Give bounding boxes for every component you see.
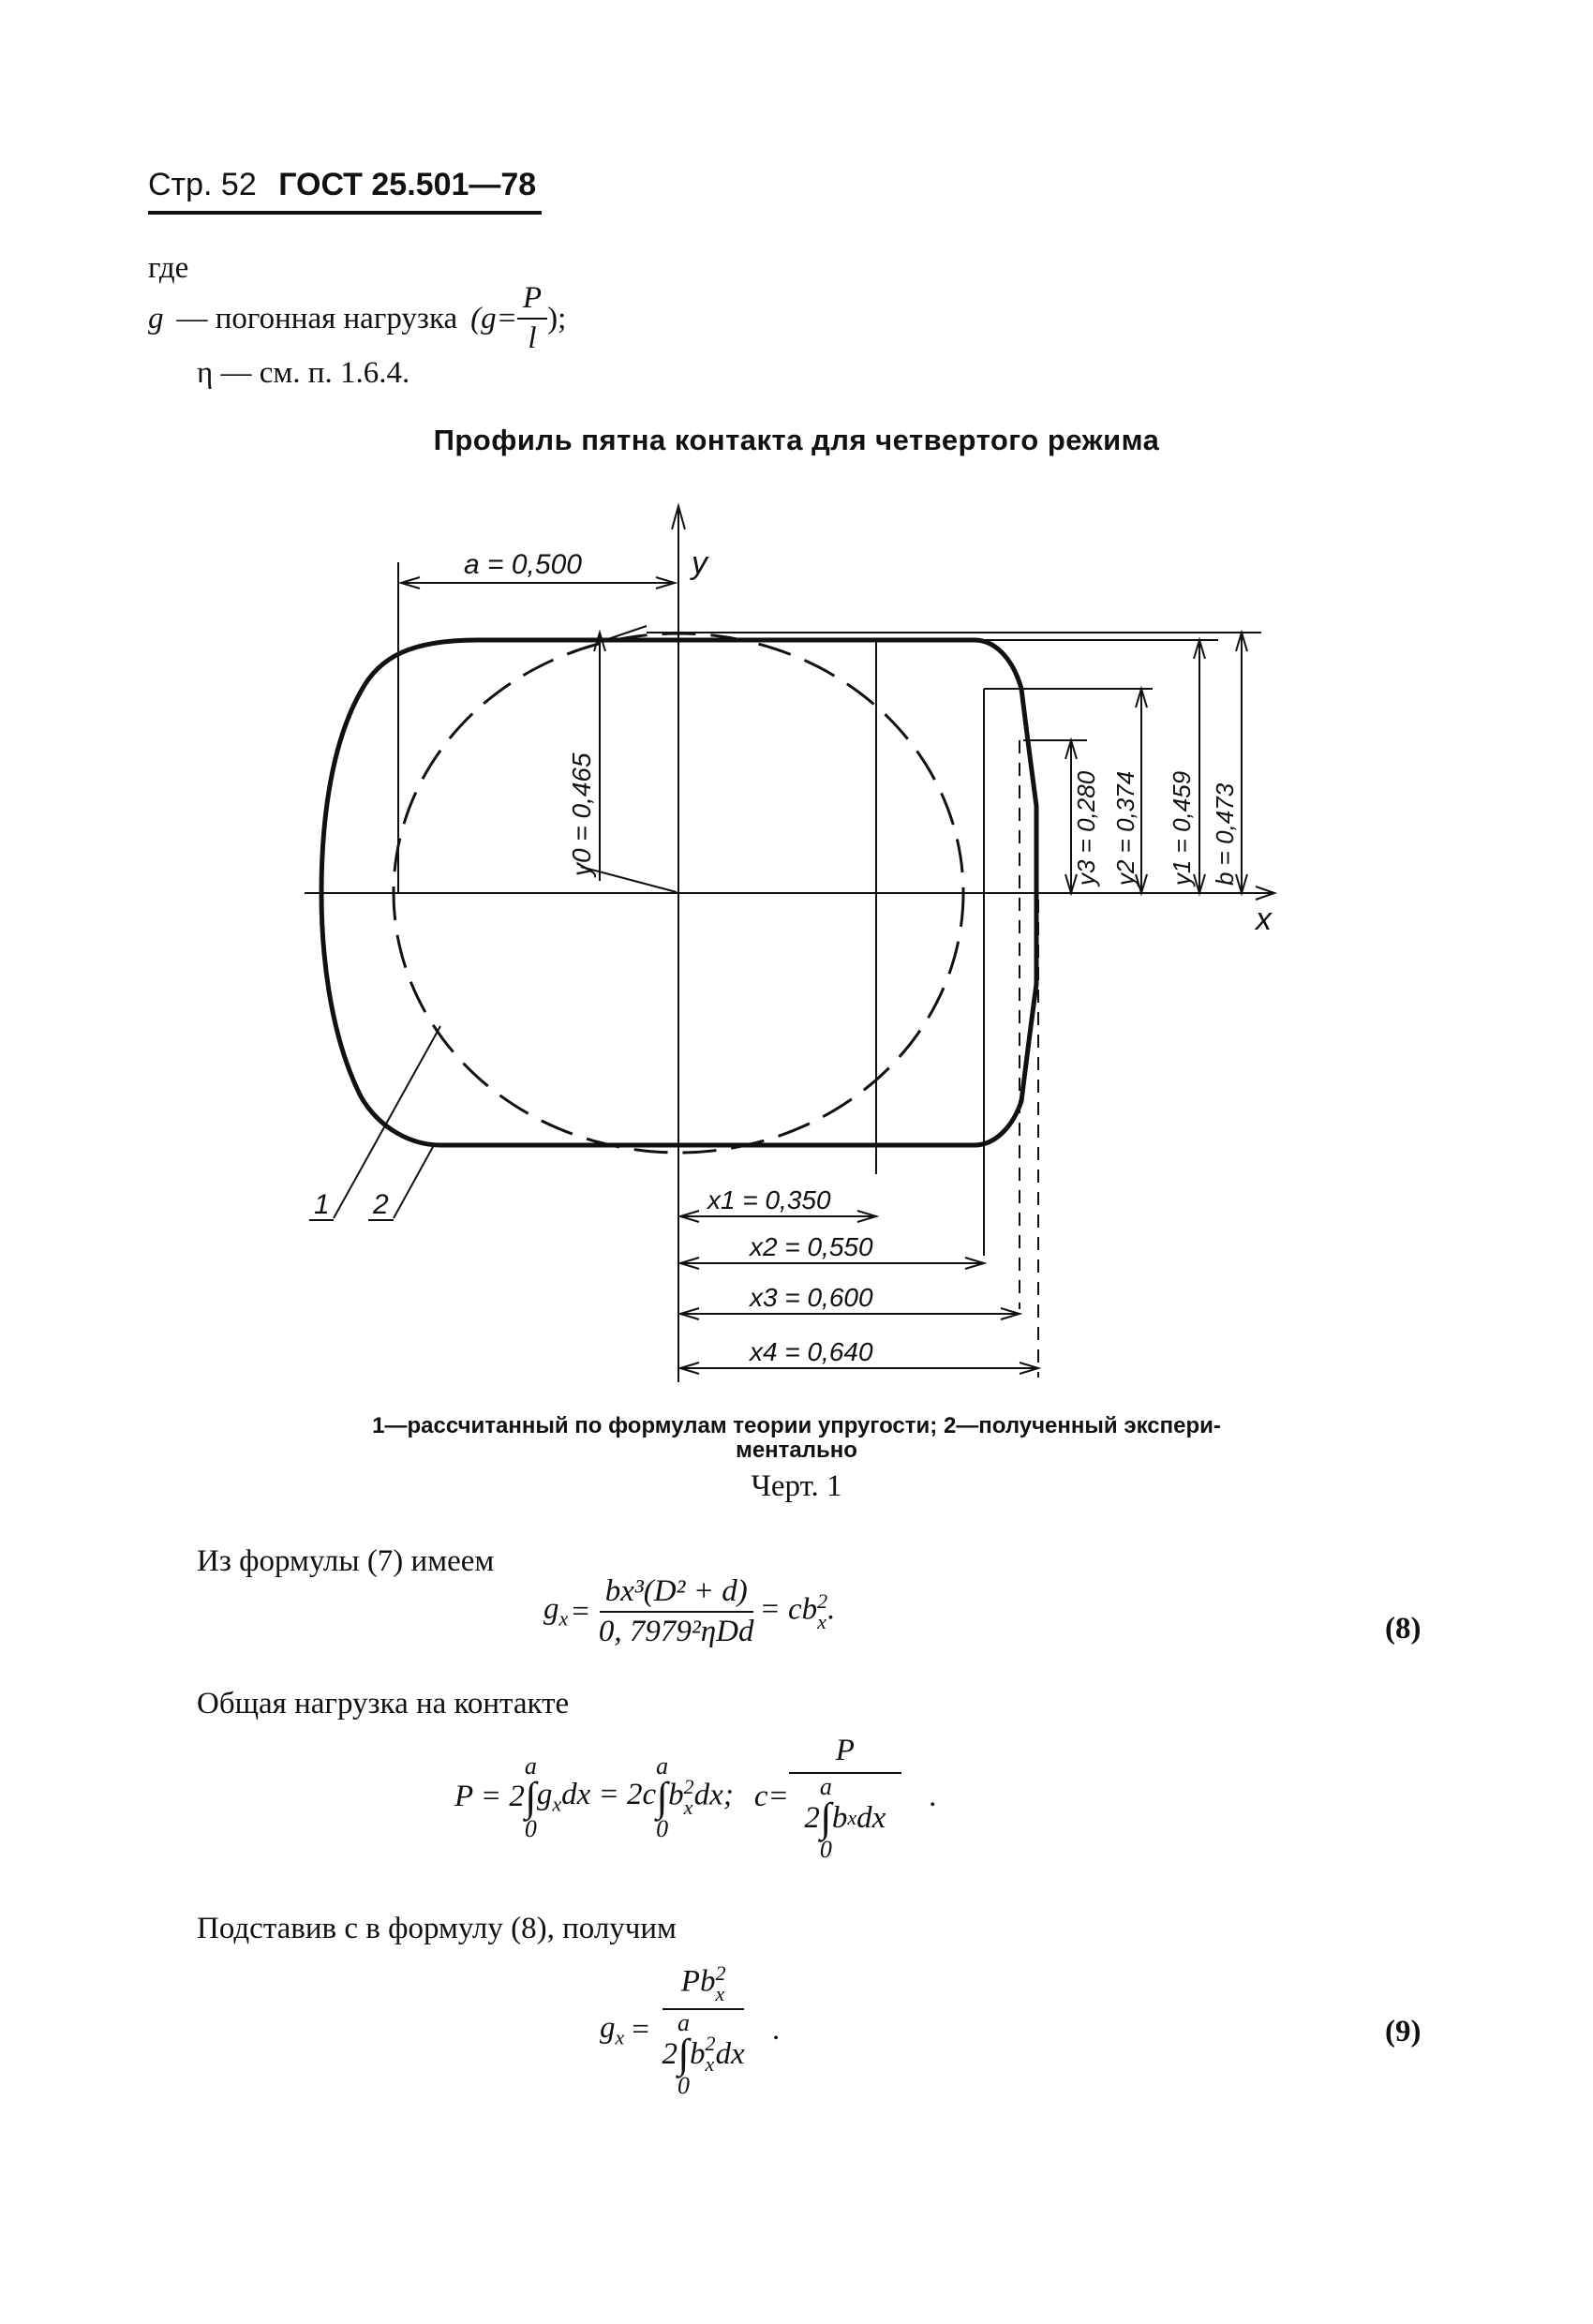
curve2-leader xyxy=(394,1145,434,1218)
integral-1: a ∫ 0 xyxy=(524,1751,537,1842)
label-x2: x2 = 0,550 xyxy=(750,1232,873,1261)
label-curve1: 1 xyxy=(314,1189,330,1220)
def-g-text: — погонная нагрузка xyxy=(176,301,458,335)
eq8-num: bx³(D² + d) xyxy=(600,1574,753,1613)
eq8-fraction xyxy=(593,1574,760,1649)
standard-number: ГОСТ 25.501—78 xyxy=(278,167,537,202)
label-x4: x4 = 0,640 xyxy=(750,1337,873,1366)
eq8-rhs: = cb 2 x . xyxy=(759,1589,836,1633)
def-g-fraction xyxy=(517,281,547,356)
def-eta xyxy=(197,356,409,391)
def-g-num: P xyxy=(517,281,547,320)
label-x3: x3 = 0,600 xyxy=(750,1283,873,1312)
equation-9-number: (9) xyxy=(1385,2015,1422,2048)
eq9-num: Pb 2 x xyxy=(663,1963,745,2010)
figure-caption-line1: 1—рассчитанный по формулам теории упругости; 2—полученный экспери- xyxy=(372,1413,1221,1438)
def-g xyxy=(148,281,566,356)
label-curve2: 2 xyxy=(373,1189,389,1220)
integral-2: a ∫ 0 xyxy=(656,1751,669,1842)
eq-total-tail: . xyxy=(929,1780,938,1814)
header-rule xyxy=(148,211,542,215)
label-y0: y0 = 0,465 xyxy=(567,752,596,876)
def-g-formula-lhs: (g= xyxy=(470,301,517,335)
eq-c-lhs: c= xyxy=(753,1780,789,1814)
label-y2: y2 = 0,374 xyxy=(1111,770,1139,886)
page-number: Стр. 52 xyxy=(148,167,257,202)
eq9-lhs: $g_x$ xyxy=(600,2010,625,2049)
eq9-fraction xyxy=(657,1961,751,2100)
def-g-formula-rhs: ); xyxy=(547,301,567,335)
eq-c-num: P xyxy=(789,1734,901,1774)
eq9-den: 2 a ∫ 0 b 2 x dx xyxy=(662,2009,745,2100)
figure-label: Черт. 1 xyxy=(751,1469,842,1503)
label-b: b = 0,473 xyxy=(1211,782,1239,886)
paragraph-1: Из формулы (7) имеем xyxy=(197,1544,495,1578)
eq9-tail: . xyxy=(772,2012,781,2047)
paragraph-3: Подставив c в формулу (8), получим xyxy=(197,1912,677,1945)
label-x1: x1 = 0,350 xyxy=(707,1185,831,1214)
equation-total-load xyxy=(454,1734,938,1864)
contact-profile-diagram xyxy=(0,487,1593,1406)
paragraph-2: Общая нагрузка на контакте xyxy=(197,1687,570,1721)
figure-caption-line2: ментально xyxy=(736,1438,857,1463)
label-y1: y1 = 0,459 xyxy=(1168,770,1196,886)
def-g-symbol: g xyxy=(148,301,164,335)
def-eta-text: — см. п. 1.6.4. xyxy=(220,356,410,390)
label-a: a = 0,500 xyxy=(464,549,582,580)
eq-total-lhs: P = 2 xyxy=(454,1780,525,1814)
label-y3: y3 = 0,280 xyxy=(1072,770,1100,886)
figure-title: Профиль пятна контакта для четвертого режима xyxy=(433,424,1160,456)
equation-8-number: (8) xyxy=(1385,1612,1422,1646)
eq-c-fraction xyxy=(789,1734,901,1864)
eq8-den: 0, 7979²ηDd xyxy=(598,1615,754,1648)
label-y-axis: y xyxy=(692,545,707,581)
equation-9: $g_x$ = Pb 2 x 2 a ∫ 0 b 2 x dx . xyxy=(600,1961,781,2100)
label-x-axis: x xyxy=(1256,901,1272,937)
page-header xyxy=(148,167,536,203)
eq8-lhs: $g_x$ xyxy=(543,1592,569,1631)
def-eta-symbol: η xyxy=(197,356,214,390)
eq-total-part2: b 2 x dx; xyxy=(668,1774,734,1819)
eq-c-den: 2 a ∫ 0 b x dx xyxy=(804,1773,886,1864)
where-label: где xyxy=(148,251,189,285)
eq-total-part1: $g_xdx = 2c$ xyxy=(536,1778,657,1816)
equation-8: $g_x$ = $\frac{\text{bx³(D² + d)}}{\text{0, 7979²ηDd}}$ = cb 2 x . xyxy=(543,1574,836,1648)
def-g-den: l xyxy=(528,321,537,355)
